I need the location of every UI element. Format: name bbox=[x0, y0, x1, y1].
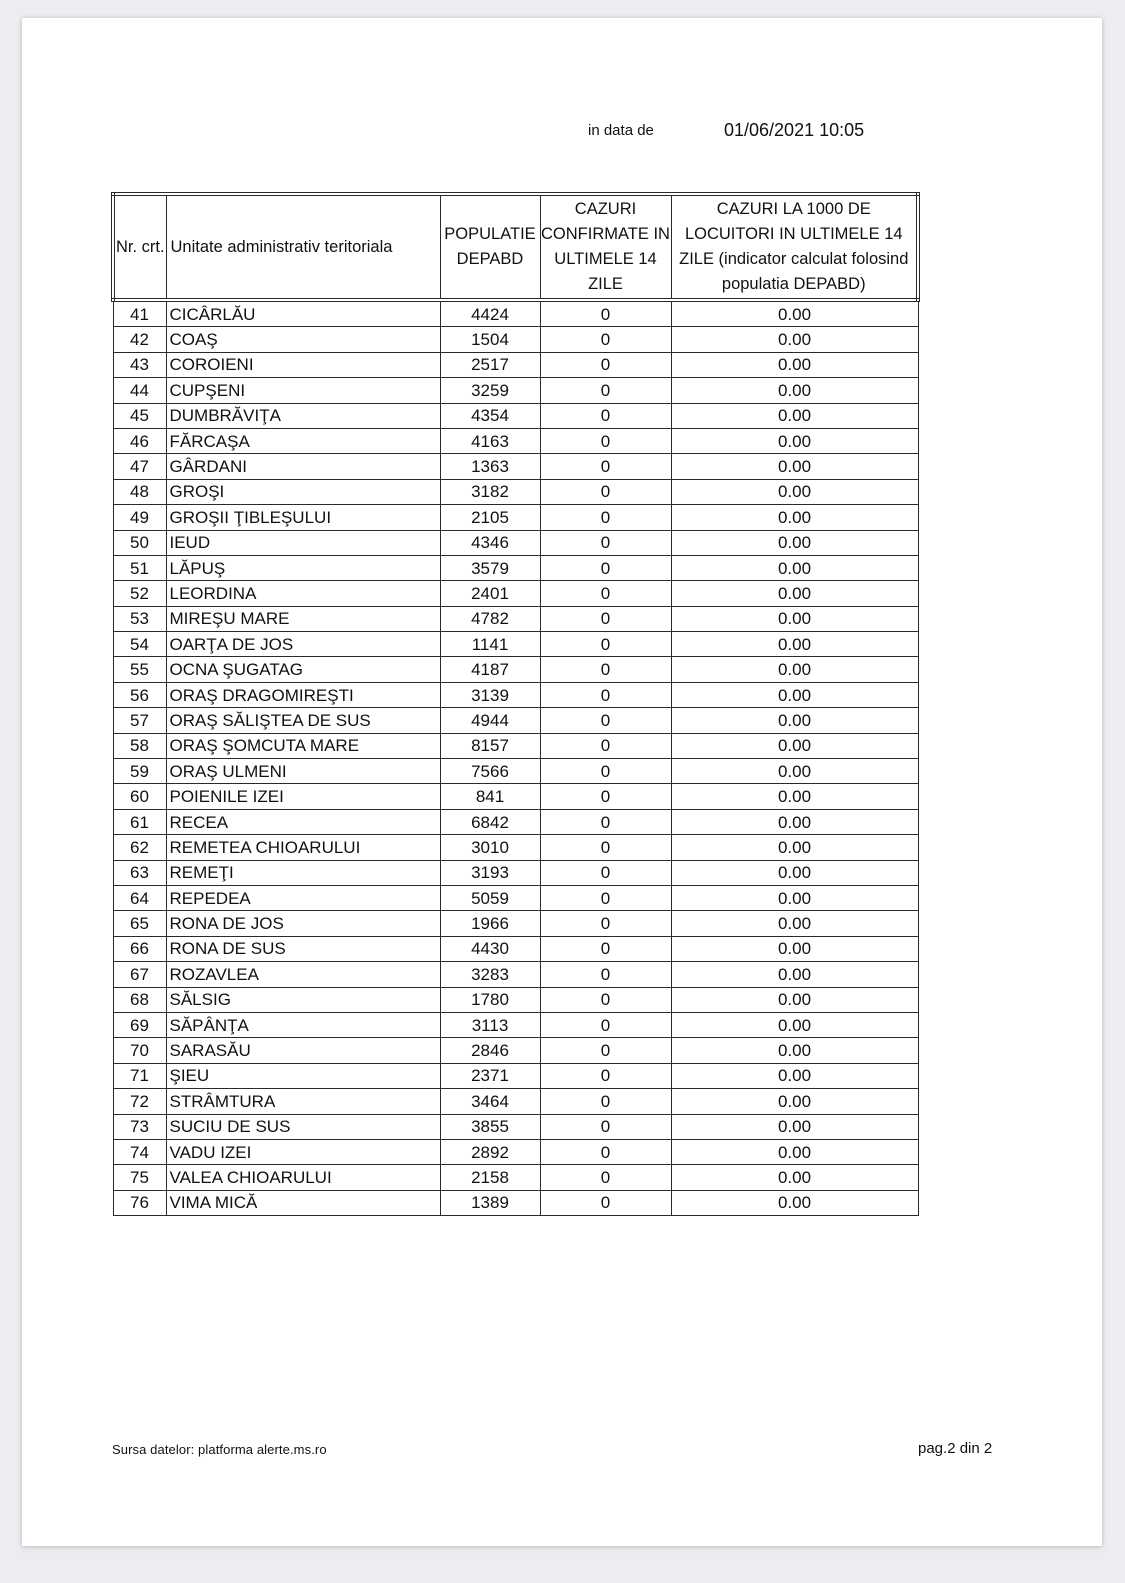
table-row bbox=[113, 352, 918, 377]
cell-population: 4782 bbox=[440, 606, 540, 631]
table-row bbox=[113, 632, 918, 657]
cell-population: 841 bbox=[440, 784, 540, 809]
cell-nr: 42 bbox=[113, 327, 166, 352]
cell-rate: 0.00 bbox=[671, 505, 918, 530]
cell-nr: 65 bbox=[113, 911, 166, 936]
cell-population: 4430 bbox=[440, 936, 540, 961]
cell-nr: 62 bbox=[113, 835, 166, 860]
cell-cases: 0 bbox=[540, 581, 671, 606]
cell-rate: 0.00 bbox=[671, 835, 918, 860]
cell-nr: 63 bbox=[113, 860, 166, 885]
cell-cases: 0 bbox=[540, 378, 671, 403]
cell-nr: 57 bbox=[113, 708, 166, 733]
cell-population: 3113 bbox=[440, 1012, 540, 1037]
cell-nr: 58 bbox=[113, 733, 166, 758]
cell-nr: 54 bbox=[113, 632, 166, 657]
cell-unit: DUMBRĂVIŢA bbox=[166, 403, 440, 428]
cell-rate: 0.00 bbox=[671, 581, 918, 606]
cell-rate: 0.00 bbox=[671, 809, 918, 834]
table-row bbox=[113, 428, 918, 453]
table-row bbox=[113, 885, 918, 910]
table-row bbox=[113, 759, 918, 784]
cell-population: 3139 bbox=[440, 682, 540, 707]
cell-population: 5059 bbox=[440, 885, 540, 910]
cell-nr: 72 bbox=[113, 1089, 166, 1114]
cell-population: 3283 bbox=[440, 962, 540, 987]
cell-unit: LĂPUŞ bbox=[166, 555, 440, 580]
cell-population: 1141 bbox=[440, 632, 540, 657]
cell-cases: 0 bbox=[540, 759, 671, 784]
cell-rate: 0.00 bbox=[671, 327, 918, 352]
cell-population: 2401 bbox=[440, 581, 540, 606]
cell-population: 3182 bbox=[440, 479, 540, 504]
cell-cases: 0 bbox=[540, 1012, 671, 1037]
cell-rate: 0.00 bbox=[671, 454, 918, 479]
cell-nr: 61 bbox=[113, 809, 166, 834]
cell-cases: 0 bbox=[540, 1089, 671, 1114]
cell-cases: 0 bbox=[540, 300, 671, 327]
cell-cases: 0 bbox=[540, 454, 671, 479]
cell-cases: 0 bbox=[540, 428, 671, 453]
cases-table bbox=[111, 192, 920, 1216]
cell-nr: 41 bbox=[113, 300, 166, 327]
cell-rate: 0.00 bbox=[671, 300, 918, 327]
date-label: in data de bbox=[588, 121, 654, 139]
cell-unit: IEUD bbox=[166, 530, 440, 555]
cell-cases: 0 bbox=[540, 962, 671, 987]
cell-unit: REPEDEA bbox=[166, 885, 440, 910]
cell-unit: ŞIEU bbox=[166, 1063, 440, 1088]
table-row bbox=[113, 936, 918, 961]
cell-rate: 0.00 bbox=[671, 632, 918, 657]
table-row bbox=[113, 1038, 918, 1063]
cell-cases: 0 bbox=[540, 657, 671, 682]
cell-cases: 0 bbox=[540, 911, 671, 936]
cell-population: 3259 bbox=[440, 378, 540, 403]
cell-cases: 0 bbox=[540, 530, 671, 555]
cell-unit: ORAŞ ŞOMCUTA MARE bbox=[166, 733, 440, 758]
cell-unit: ORAŞ DRAGOMIREŞTI bbox=[166, 682, 440, 707]
cell-nr: 45 bbox=[113, 403, 166, 428]
cell-rate: 0.00 bbox=[671, 479, 918, 504]
cell-unit: OCNA ŞUGATAG bbox=[166, 657, 440, 682]
cell-unit: REMETEA CHIOARULUI bbox=[166, 835, 440, 860]
cell-unit: ROZAVLEA bbox=[166, 962, 440, 987]
cell-cases: 0 bbox=[540, 606, 671, 631]
cell-rate: 0.00 bbox=[671, 987, 918, 1012]
cell-cases: 0 bbox=[540, 733, 671, 758]
page-number: pag.2 din 2 bbox=[918, 1440, 993, 1457]
table-row bbox=[113, 1139, 918, 1164]
date-value: 01/06/2021 10:05 bbox=[724, 119, 865, 140]
cell-rate: 0.00 bbox=[671, 860, 918, 885]
cell-rate: 0.00 bbox=[671, 555, 918, 580]
cell-population: 2158 bbox=[440, 1165, 540, 1190]
table-row bbox=[113, 682, 918, 707]
cell-unit: GROŞII ŢIBLEŞULUI bbox=[166, 505, 440, 530]
cell-rate: 0.00 bbox=[671, 708, 918, 733]
cell-nr: 73 bbox=[113, 1114, 166, 1139]
cell-unit: CICÂRLĂU bbox=[166, 300, 440, 327]
table-row bbox=[113, 479, 918, 504]
cell-rate: 0.00 bbox=[671, 403, 918, 428]
cell-unit: COROIENI bbox=[166, 352, 440, 377]
table-row bbox=[113, 300, 918, 327]
cell-rate: 0.00 bbox=[671, 759, 918, 784]
cell-cases: 0 bbox=[540, 835, 671, 860]
cell-unit: SARASĂU bbox=[166, 1038, 440, 1063]
table-body bbox=[113, 300, 918, 1216]
cell-rate: 0.00 bbox=[671, 962, 918, 987]
cell-unit: REMEŢI bbox=[166, 860, 440, 885]
cell-cases: 0 bbox=[540, 936, 671, 961]
cell-population: 3855 bbox=[440, 1114, 540, 1139]
cell-unit: SĂLSIG bbox=[166, 987, 440, 1012]
table-row bbox=[113, 987, 918, 1012]
table-row bbox=[113, 657, 918, 682]
cell-cases: 0 bbox=[540, 1063, 671, 1088]
cell-nr: 64 bbox=[113, 885, 166, 910]
cell-unit: LEORDINA bbox=[166, 581, 440, 606]
cell-unit: ORAŞ SĂLIŞTEA DE SUS bbox=[166, 708, 440, 733]
table-row bbox=[113, 784, 918, 809]
cell-unit: STRÂMTURA bbox=[166, 1089, 440, 1114]
document-page bbox=[22, 18, 1102, 1546]
cell-nr: 46 bbox=[113, 428, 166, 453]
table-row bbox=[113, 835, 918, 860]
cell-rate: 0.00 bbox=[671, 1038, 918, 1063]
cell-rate: 0.00 bbox=[671, 606, 918, 631]
cell-population: 1966 bbox=[440, 911, 540, 936]
cell-population: 3193 bbox=[440, 860, 540, 885]
cell-population: 4354 bbox=[440, 403, 540, 428]
table-row bbox=[113, 1012, 918, 1037]
cell-cases: 0 bbox=[540, 1114, 671, 1139]
cell-rate: 0.00 bbox=[671, 1139, 918, 1164]
cell-population: 4346 bbox=[440, 530, 540, 555]
cell-rate: 0.00 bbox=[671, 885, 918, 910]
cell-rate: 0.00 bbox=[671, 1063, 918, 1088]
cell-cases: 0 bbox=[540, 987, 671, 1012]
cell-unit: SUCIU DE SUS bbox=[166, 1114, 440, 1139]
cell-nr: 69 bbox=[113, 1012, 166, 1037]
cell-nr: 48 bbox=[113, 479, 166, 504]
cell-nr: 51 bbox=[113, 555, 166, 580]
cell-rate: 0.00 bbox=[671, 936, 918, 961]
cell-rate: 0.00 bbox=[671, 378, 918, 403]
cell-unit: GROŞI bbox=[166, 479, 440, 504]
cell-nr: 53 bbox=[113, 606, 166, 631]
table-row bbox=[113, 403, 918, 428]
cell-cases: 0 bbox=[540, 352, 671, 377]
cell-population: 3010 bbox=[440, 835, 540, 860]
cell-unit: CUPŞENI bbox=[166, 378, 440, 403]
table-row bbox=[113, 1190, 918, 1215]
cell-cases: 0 bbox=[540, 403, 671, 428]
cell-nr: 70 bbox=[113, 1038, 166, 1063]
cell-nr: 76 bbox=[113, 1190, 166, 1215]
cell-rate: 0.00 bbox=[671, 911, 918, 936]
table-row bbox=[113, 505, 918, 530]
cell-population: 1780 bbox=[440, 987, 540, 1012]
table-row bbox=[113, 962, 918, 987]
cell-unit: OARŢA DE JOS bbox=[166, 632, 440, 657]
table-row bbox=[113, 1063, 918, 1088]
cell-population: 4424 bbox=[440, 300, 540, 327]
cell-cases: 0 bbox=[540, 682, 671, 707]
cell-rate: 0.00 bbox=[671, 1089, 918, 1114]
table-row bbox=[113, 860, 918, 885]
cell-rate: 0.00 bbox=[671, 682, 918, 707]
table-header-row bbox=[113, 194, 918, 300]
cell-cases: 0 bbox=[540, 860, 671, 885]
table-row bbox=[113, 555, 918, 580]
cell-population: 7566 bbox=[440, 759, 540, 784]
report-date-line bbox=[588, 118, 864, 142]
cell-population: 2105 bbox=[440, 505, 540, 530]
cell-rate: 0.00 bbox=[671, 1165, 918, 1190]
table-row bbox=[113, 911, 918, 936]
cell-nr: 56 bbox=[113, 682, 166, 707]
cell-nr: 74 bbox=[113, 1139, 166, 1164]
cell-rate: 0.00 bbox=[671, 1114, 918, 1139]
cell-unit: VIMA MICĂ bbox=[166, 1190, 440, 1215]
cell-cases: 0 bbox=[540, 327, 671, 352]
header-population: POPULATIE DEPABD bbox=[440, 194, 540, 300]
cell-rate: 0.00 bbox=[671, 352, 918, 377]
table-row bbox=[113, 378, 918, 403]
cell-population: 8157 bbox=[440, 733, 540, 758]
cell-population: 4163 bbox=[440, 428, 540, 453]
table-row bbox=[113, 1165, 918, 1190]
cell-cases: 0 bbox=[540, 885, 671, 910]
cell-nr: 59 bbox=[113, 759, 166, 784]
table-row bbox=[113, 606, 918, 631]
cell-population: 2846 bbox=[440, 1038, 540, 1063]
header-rate: CAZURI LA 1000 DE LOCUITORI IN ULTIMELE 14 ZILE (indicator calculat folosind populatia DEPABD) bbox=[671, 194, 918, 300]
cell-cases: 0 bbox=[540, 1190, 671, 1215]
cell-nr: 75 bbox=[113, 1165, 166, 1190]
table-row bbox=[113, 454, 918, 479]
cell-rate: 0.00 bbox=[671, 733, 918, 758]
header-cases: CAZURI CONFIRMATE IN ULTIMELE 14 ZILE bbox=[540, 194, 671, 300]
cell-cases: 0 bbox=[540, 1139, 671, 1164]
cell-population: 4187 bbox=[440, 657, 540, 682]
cell-population: 1504 bbox=[440, 327, 540, 352]
cell-cases: 0 bbox=[540, 784, 671, 809]
table-row bbox=[113, 733, 918, 758]
cell-unit: VALEA CHIOARULUI bbox=[166, 1165, 440, 1190]
table-row bbox=[113, 809, 918, 834]
cell-nr: 43 bbox=[113, 352, 166, 377]
cell-unit: RONA DE JOS bbox=[166, 911, 440, 936]
cell-population: 2517 bbox=[440, 352, 540, 377]
cell-unit: SĂPÂNŢA bbox=[166, 1012, 440, 1037]
cell-unit: RONA DE SUS bbox=[166, 936, 440, 961]
cell-cases: 0 bbox=[540, 809, 671, 834]
table-row bbox=[113, 581, 918, 606]
cell-population: 1389 bbox=[440, 1190, 540, 1215]
cell-population: 2371 bbox=[440, 1063, 540, 1088]
cell-population: 3579 bbox=[440, 555, 540, 580]
table-row bbox=[113, 1114, 918, 1139]
cell-nr: 67 bbox=[113, 962, 166, 987]
cell-nr: 71 bbox=[113, 1063, 166, 1088]
cell-nr: 44 bbox=[113, 378, 166, 403]
table-row bbox=[113, 1089, 918, 1114]
cell-nr: 50 bbox=[113, 530, 166, 555]
cell-cases: 0 bbox=[540, 1165, 671, 1190]
cell-rate: 0.00 bbox=[671, 1012, 918, 1037]
cell-population: 3464 bbox=[440, 1089, 540, 1114]
table-row bbox=[113, 708, 918, 733]
cell-cases: 0 bbox=[540, 505, 671, 530]
cell-population: 4944 bbox=[440, 708, 540, 733]
table-row bbox=[113, 530, 918, 555]
cell-nr: 47 bbox=[113, 454, 166, 479]
cell-rate: 0.00 bbox=[671, 1190, 918, 1215]
cell-cases: 0 bbox=[540, 632, 671, 657]
cell-nr: 49 bbox=[113, 505, 166, 530]
cell-rate: 0.00 bbox=[671, 784, 918, 809]
cell-population: 1363 bbox=[440, 454, 540, 479]
header-unit: Unitate administrativ teritoriala bbox=[166, 194, 440, 300]
cell-unit: ORAŞ ULMENI bbox=[166, 759, 440, 784]
cell-rate: 0.00 bbox=[671, 657, 918, 682]
cell-unit: MIREŞU MARE bbox=[166, 606, 440, 631]
cell-unit: POIENILE IZEI bbox=[166, 784, 440, 809]
cell-nr: 52 bbox=[113, 581, 166, 606]
cell-nr: 60 bbox=[113, 784, 166, 809]
cell-unit: RECEA bbox=[166, 809, 440, 834]
table-row bbox=[113, 327, 918, 352]
cell-rate: 0.00 bbox=[671, 428, 918, 453]
cell-cases: 0 bbox=[540, 479, 671, 504]
cell-population: 2892 bbox=[440, 1139, 540, 1164]
cell-unit: FĂRCAŞA bbox=[166, 428, 440, 453]
cell-cases: 0 bbox=[540, 708, 671, 733]
cell-nr: 68 bbox=[113, 987, 166, 1012]
cell-population: 6842 bbox=[440, 809, 540, 834]
cell-cases: 0 bbox=[540, 555, 671, 580]
cell-nr: 66 bbox=[113, 936, 166, 961]
cell-cases: 0 bbox=[540, 1038, 671, 1063]
cell-unit: COAŞ bbox=[166, 327, 440, 352]
cell-nr: 55 bbox=[113, 657, 166, 682]
data-source-note: Sursa datelor: platforma alerte.ms.ro bbox=[112, 1442, 327, 1457]
cell-unit: VADU IZEI bbox=[166, 1139, 440, 1164]
header-nr-crt: Nr. crt. bbox=[113, 194, 166, 300]
cell-rate: 0.00 bbox=[671, 530, 918, 555]
cell-unit: GÂRDANI bbox=[166, 454, 440, 479]
